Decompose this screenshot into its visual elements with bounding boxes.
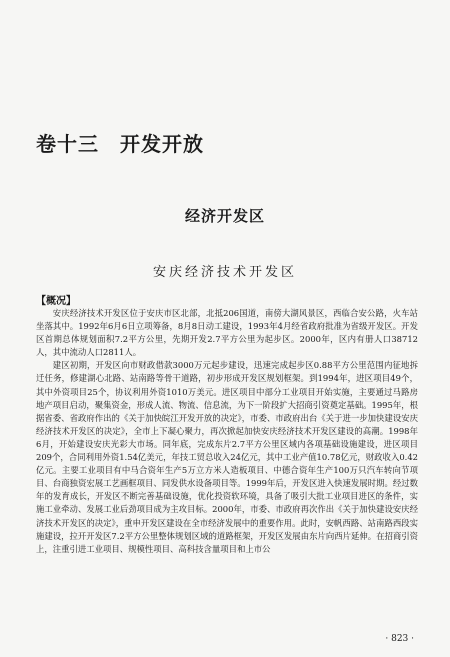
overview-label: 【概况】 xyxy=(36,296,76,307)
page-number: · 823 · xyxy=(385,634,414,644)
paragraph-development: 建区初期，开发区向市财政借款3000万元起步建设，迅速完成起步区0.88平方公里范围内征地拆迁任务，修建湖心北路、站南路等骨干道路，初步形成开发区规划框架。到1994年，进区项目49个，其中外资项目25个，协议利用外资1010万美元。进区项目中部分工业项目开始实施，主要通过马路房地产项目启动，聚集资金，形成人流、物流、信息流，为下一阶段扩大招商引资奠定基础。1995年，根据省委、省政府作出的《关于加快皖江开发开放的决定》，市委、市政府出台《关于进一步加快建设安庆经济技术开发区的决定》，全市上下凝心聚力，再次掀起加快安庆经济技术开发区建设的高潮。1998年6月，开始建设安庆光彩大市场。同年底，完成东片2.7平方公里区域内各项基础设施建设，进区项目209个，合同利用外资1.54亿美元，年技工贸总收入24亿元，其中工业产值10.78亿元，财政收入0.42亿元。主要工业项目有中马合资年生产5万立方米人造板项目、中德合资年生产100万只汽车转向节项目、台商独资宏展工艺画框项目、同发供水设备项目等。1999年后，开发区进入快速发展时期。经过数年的发育成长，开发区不断完善基础设施，优化投资软环境，具备了吸引大批工业项目进区的条件，实施工业牵动、发展工业后劲项目成为主攻目标。2000年，市委、市政府再次作出《关于加快建设安庆经济技术开发区的决定》，重申开发区建设在全市经济发展中的重要作用。此时，安帆西路、站南路西段实施建设，拉开开发区7.2平方公里整体规划区域的道路框架，开发区发展由东片向西片延伸。在招商引资上，注重引进工业项目、规模性项目、高科技含量项目和上市公 xyxy=(36,360,418,554)
body-text xyxy=(36,307,418,556)
subsection-title: 安庆经济技术开发区 xyxy=(152,265,297,280)
paragraph-overview: 安庆经济技术开发区位于安庆市区北部，北抵206国道，南傍大湖风景区，西临合安公路，火车站坐落其中。1992年6月6日立项筹备，8月8日动工建设，1993年4月经省政府批准为省级开发区。开发区首期总体规划面积7.2平方公里，先期开发2.7平方公里为起步区。2000年，区内有册人口38712人，其中流动人口2811人。 xyxy=(36,308,418,358)
volume-title: 卷十三 开发开放 xyxy=(36,132,204,156)
section-title: 经济开发区 xyxy=(184,207,265,225)
